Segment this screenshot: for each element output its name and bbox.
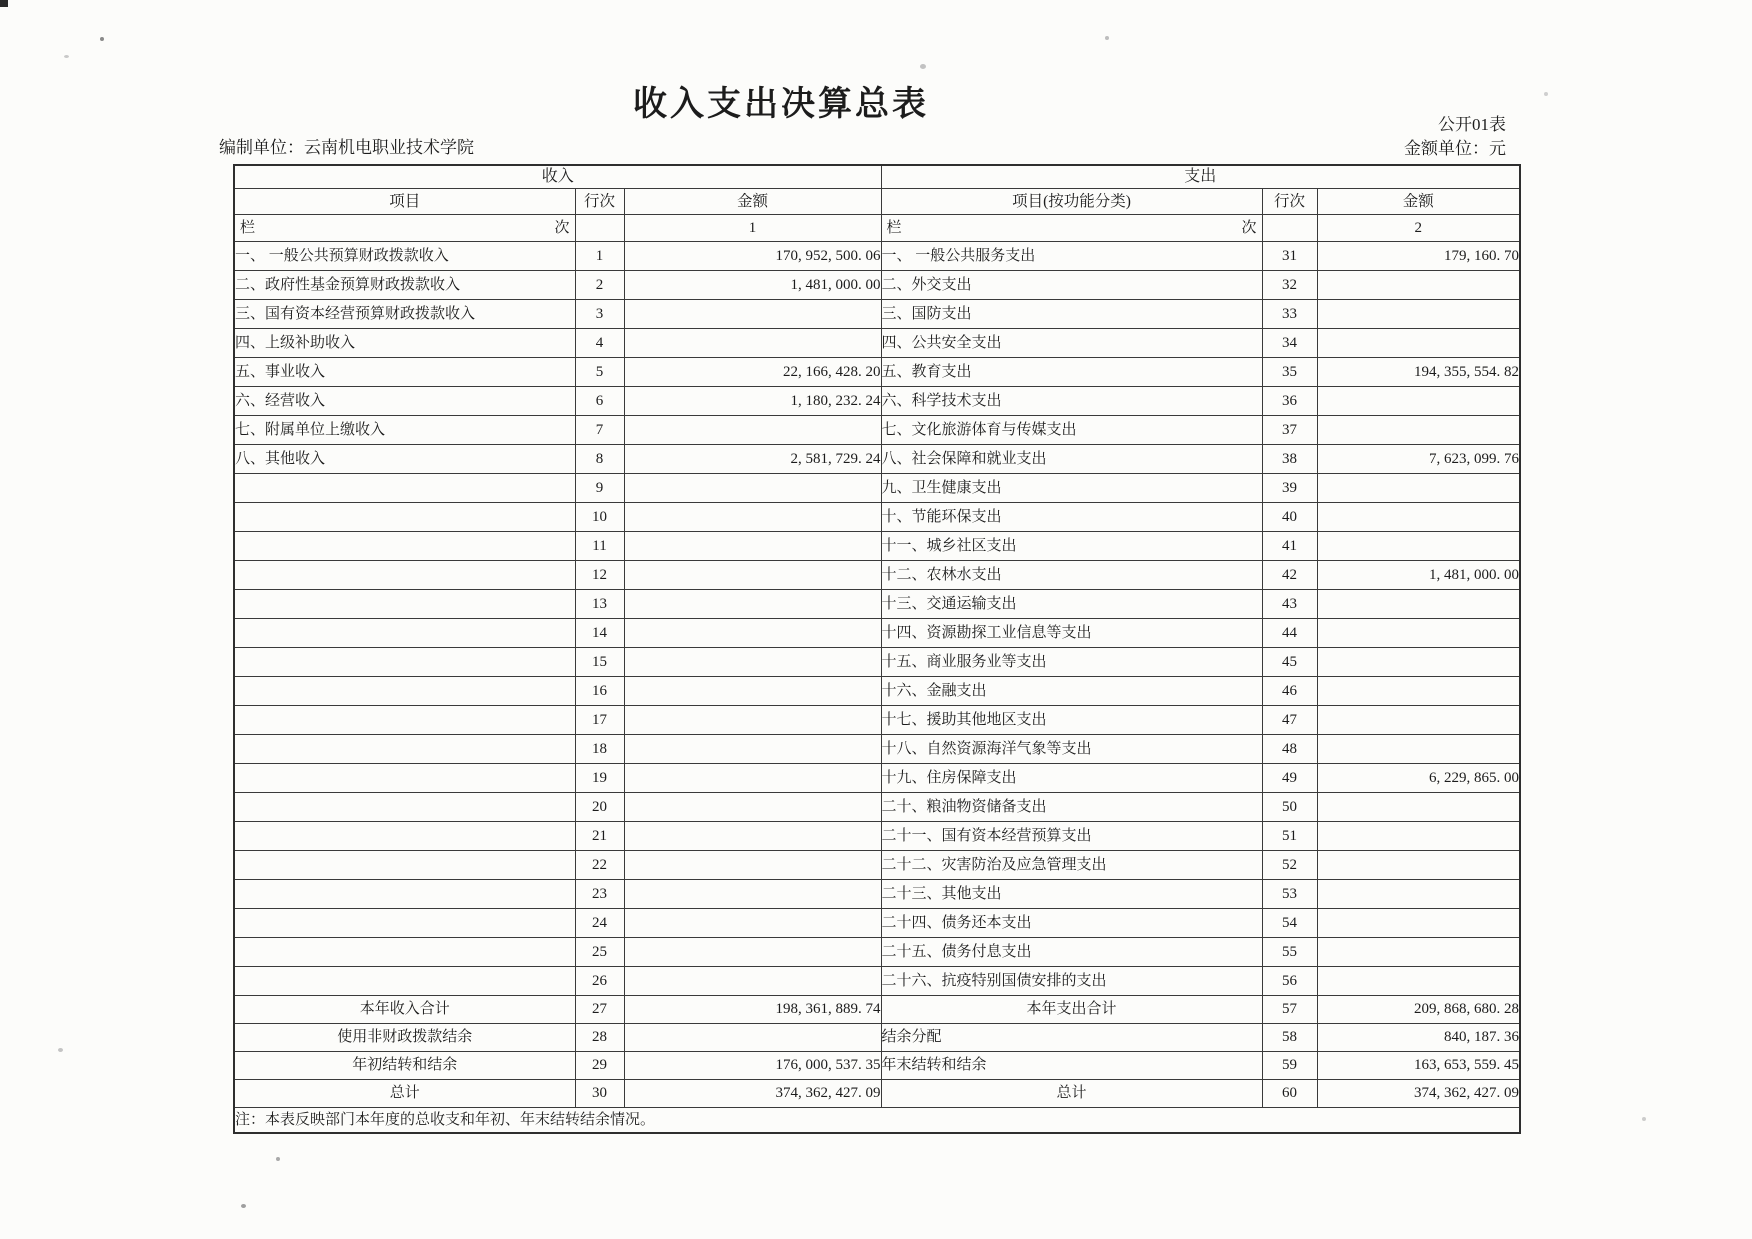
expense-amount-cell <box>1317 271 1520 300</box>
expense-amount-cell <box>1317 387 1520 416</box>
income-amount-cell <box>624 474 881 503</box>
income-item-cell <box>234 938 575 967</box>
expense-line-cell: 55 <box>1262 938 1317 967</box>
expense-item-cell: 二十二、灾害防治及应急管理支出 <box>881 851 1262 880</box>
expense-line-cell: 48 <box>1262 735 1317 764</box>
expense-line-cell: 56 <box>1262 967 1317 996</box>
income-item-cell <box>234 590 575 619</box>
income-item-cell: 二、政府性基金预算财政拨款收入 <box>234 271 575 300</box>
table-row <box>234 822 1520 851</box>
table-row <box>234 967 1520 996</box>
expense-amount-cell <box>1317 503 1520 532</box>
column-index-row <box>234 215 1520 242</box>
table-row <box>234 677 1520 706</box>
income-amount-cell: 22, 166, 428. 20 <box>624 358 881 387</box>
expense-amount-header: 金额 <box>1317 189 1520 215</box>
expense-amount-cell: 7, 623, 099. 76 <box>1317 445 1520 474</box>
income-item-cell <box>234 793 575 822</box>
income-line-cell: 9 <box>575 474 624 503</box>
income-line-cell: 22 <box>575 851 624 880</box>
income-item-cell <box>234 532 575 561</box>
expense-line-cell: 45 <box>1262 648 1317 677</box>
income-amount-cell: 1, 481, 000. 00 <box>624 271 881 300</box>
expense-amount-cell <box>1317 416 1520 445</box>
income-item-cell: 五、事业收入 <box>234 358 575 387</box>
column-header-row <box>234 189 1520 215</box>
table-row <box>234 706 1520 735</box>
scan-speckle <box>0 0 8 7</box>
expense-amount-cell <box>1317 619 1520 648</box>
income-amount-cell <box>624 300 881 329</box>
income-item-cell: 总计 <box>234 1080 575 1108</box>
expense-amount-cell: 1, 481, 000. 00 <box>1317 561 1520 590</box>
income-line-cell: 19 <box>575 764 624 793</box>
income-line-no-header: 行次 <box>575 189 624 215</box>
table-row <box>234 851 1520 880</box>
income-item-cell <box>234 677 575 706</box>
table-row <box>234 329 1520 358</box>
income-amount-cell <box>624 329 881 358</box>
table-row <box>234 474 1520 503</box>
income-amount-cell <box>624 1024 881 1052</box>
expense-item-cell: 四、公共安全支出 <box>881 329 1262 358</box>
expense-line-cell: 51 <box>1262 822 1317 851</box>
expense-amount-cell: 209, 868, 680. 28 <box>1317 996 1520 1024</box>
table-row <box>234 416 1520 445</box>
expense-item-cell: 十七、援助其他地区支出 <box>881 706 1262 735</box>
income-amount-cell <box>624 532 881 561</box>
summary-row <box>234 1080 1520 1108</box>
income-line-cell: 6 <box>575 387 624 416</box>
expense-line-cell: 47 <box>1262 706 1317 735</box>
expense-amount-cell <box>1317 300 1520 329</box>
income-amount-cell <box>624 561 881 590</box>
income-line-cell: 5 <box>575 358 624 387</box>
expense-lan-ci-cell <box>881 215 1262 242</box>
income-amount-cell: 374, 362, 427. 09 <box>624 1080 881 1108</box>
expense-item-header: 项目(按功能分类) <box>881 189 1262 215</box>
expense-amount-cell: 840, 187. 36 <box>1317 1024 1520 1052</box>
income-amount-cell <box>624 938 881 967</box>
income-line-index-cell <box>575 215 624 242</box>
table-note: 注：本表反映部门本年度的总收支和年初、年末结转结余情况。 <box>234 1108 1520 1134</box>
income-item-header: 项目 <box>234 189 575 215</box>
table-row <box>234 561 1520 590</box>
table-row <box>234 938 1520 967</box>
expense-amount-cell: 374, 362, 427. 09 <box>1317 1080 1520 1108</box>
expense-item-cell: 二十、粮油物资储备支出 <box>881 793 1262 822</box>
expense-amount-cell <box>1317 590 1520 619</box>
expense-line-cell: 53 <box>1262 880 1317 909</box>
income-col-index: 1 <box>624 215 881 242</box>
income-line-cell: 8 <box>575 445 624 474</box>
income-line-cell: 14 <box>575 619 624 648</box>
income-item-cell <box>234 619 575 648</box>
expense-amount-cell <box>1317 677 1520 706</box>
table-row <box>234 619 1520 648</box>
income-line-cell: 26 <box>575 967 624 996</box>
income-amount-cell <box>624 503 881 532</box>
expense-line-cell: 34 <box>1262 329 1317 358</box>
income-item-cell <box>234 851 575 880</box>
scan-speckle <box>58 1048 63 1052</box>
income-line-cell: 24 <box>575 909 624 938</box>
expense-line-cell: 33 <box>1262 300 1317 329</box>
expense-line-cell: 37 <box>1262 416 1317 445</box>
expense-line-cell: 38 <box>1262 445 1317 474</box>
expense-amount-cell <box>1317 793 1520 822</box>
expense-line-cell: 52 <box>1262 851 1317 880</box>
income-amount-cell <box>624 648 881 677</box>
scan-speckle <box>1544 92 1548 96</box>
expense-line-cell: 57 <box>1262 996 1317 1024</box>
financial-table <box>233 164 1521 1134</box>
table-row <box>234 387 1520 416</box>
income-amount-cell <box>624 677 881 706</box>
note-row <box>234 1108 1520 1134</box>
income-lan-ci-cell <box>234 215 575 242</box>
expense-item-cell: 十、节能环保支出 <box>881 503 1262 532</box>
scan-speckle <box>276 1157 280 1161</box>
income-line-cell: 25 <box>575 938 624 967</box>
table-row <box>234 590 1520 619</box>
scan-speckle <box>241 1204 246 1208</box>
expense-amount-cell <box>1317 880 1520 909</box>
income-item-cell <box>234 880 575 909</box>
income-item-cell: 本年收入合计 <box>234 996 575 1024</box>
income-line-cell: 18 <box>575 735 624 764</box>
table-row <box>234 242 1520 271</box>
expense-amount-cell: 163, 653, 559. 45 <box>1317 1052 1520 1080</box>
prepared-by-label: 编制单位：云南机电职业技术学院 <box>219 138 474 157</box>
income-line-cell: 7 <box>575 416 624 445</box>
table-row <box>234 880 1520 909</box>
income-line-cell: 3 <box>575 300 624 329</box>
scan-speckle <box>1105 36 1109 40</box>
expense-item-cell: 七、文化旅游体育与传媒支出 <box>881 416 1262 445</box>
expense-line-cell: 42 <box>1262 561 1317 590</box>
income-item-cell: 使用非财政拨款结余 <box>234 1024 575 1052</box>
income-item-cell <box>234 909 575 938</box>
table-row <box>234 503 1520 532</box>
income-line-cell: 27 <box>575 996 624 1024</box>
page-title: 收入支出决算总表 <box>633 85 929 123</box>
expense-line-cell: 60 <box>1262 1080 1317 1108</box>
expense-line-cell: 39 <box>1262 474 1317 503</box>
expense-line-cell: 36 <box>1262 387 1317 416</box>
income-amount-cell <box>624 880 881 909</box>
summary-row <box>234 996 1520 1024</box>
income-amount-cell: 198, 361, 889. 74 <box>624 996 881 1024</box>
scan-speckle <box>1642 1117 1646 1121</box>
amount-unit-label: 金额单位：元 <box>1404 139 1506 158</box>
income-line-cell: 12 <box>575 561 624 590</box>
scan-speckle <box>100 37 104 41</box>
table-row <box>234 271 1520 300</box>
income-line-cell: 20 <box>575 793 624 822</box>
income-line-cell: 30 <box>575 1080 624 1108</box>
expense-amount-cell <box>1317 909 1520 938</box>
table-row <box>234 735 1520 764</box>
income-amount-cell: 2, 581, 729. 24 <box>624 445 881 474</box>
expense-item-cell: 十六、金融支出 <box>881 677 1262 706</box>
expense-amount-cell: 179, 160. 70 <box>1317 242 1520 271</box>
expense-item-cell: 二十一、国有资本经营预算支出 <box>881 822 1262 851</box>
table-row <box>234 445 1520 474</box>
income-item-cell <box>234 474 575 503</box>
table-row <box>234 793 1520 822</box>
income-amount-cell <box>624 967 881 996</box>
expense-line-no-header: 行次 <box>1262 189 1317 215</box>
table-row <box>234 909 1520 938</box>
income-item-cell <box>234 764 575 793</box>
lan-label: 栏 <box>886 219 902 236</box>
expense-item-cell: 本年支出合计 <box>881 996 1262 1024</box>
table-row <box>234 532 1520 561</box>
income-line-cell: 28 <box>575 1024 624 1052</box>
expense-amount-cell <box>1317 822 1520 851</box>
income-amount-cell <box>624 416 881 445</box>
expense-item-cell: 二十三、其他支出 <box>881 880 1262 909</box>
scan-speckle <box>64 55 69 58</box>
income-item-cell <box>234 735 575 764</box>
expense-item-cell: 十八、自然资源海洋气象等支出 <box>881 735 1262 764</box>
income-line-cell: 16 <box>575 677 624 706</box>
income-line-cell: 29 <box>575 1052 624 1080</box>
expense-item-cell: 十二、农林水支出 <box>881 561 1262 590</box>
expense-line-index-cell <box>1262 215 1317 242</box>
income-amount-cell <box>624 590 881 619</box>
income-amount-header: 金额 <box>624 189 881 215</box>
income-line-cell: 11 <box>575 532 624 561</box>
expense-line-cell: 44 <box>1262 619 1317 648</box>
expense-line-cell: 31 <box>1262 242 1317 271</box>
income-item-cell: 三、国有资本经营预算财政拨款收入 <box>234 300 575 329</box>
expense-item-cell: 十四、资源勘探工业信息等支出 <box>881 619 1262 648</box>
income-amount-cell <box>624 764 881 793</box>
expense-line-cell: 49 <box>1262 764 1317 793</box>
table-row <box>234 764 1520 793</box>
income-line-cell: 13 <box>575 590 624 619</box>
income-item-cell: 一、 一般公共预算财政拨款收入 <box>234 242 575 271</box>
expense-item-cell: 八、社会保障和就业支出 <box>881 445 1262 474</box>
section-header-row <box>234 165 1520 189</box>
expense-amount-cell: 6, 229, 865. 00 <box>1317 764 1520 793</box>
expense-item-cell: 十三、交通运输支出 <box>881 590 1262 619</box>
expense-line-cell: 43 <box>1262 590 1317 619</box>
table-row <box>234 648 1520 677</box>
expense-item-cell: 二十五、债务付息支出 <box>881 938 1262 967</box>
income-amount-cell <box>624 619 881 648</box>
income-amount-cell: 1, 180, 232. 24 <box>624 387 881 416</box>
form-code-label: 公开01表 <box>1438 115 1506 134</box>
income-item-cell <box>234 706 575 735</box>
income-item-cell: 八、其他收入 <box>234 445 575 474</box>
expense-amount-cell <box>1317 474 1520 503</box>
expense-line-cell: 50 <box>1262 793 1317 822</box>
expense-amount-cell <box>1317 735 1520 764</box>
expense-amount-cell: 194, 355, 554. 82 <box>1317 358 1520 387</box>
expense-item-cell: 五、教育支出 <box>881 358 1262 387</box>
expense-item-cell: 一、 一般公共服务支出 <box>881 242 1262 271</box>
income-line-cell: 15 <box>575 648 624 677</box>
income-item-cell <box>234 967 575 996</box>
income-item-cell <box>234 822 575 851</box>
expense-line-cell: 59 <box>1262 1052 1317 1080</box>
expense-col-index: 2 <box>1317 215 1520 242</box>
expense-item-cell: 六、科学技术支出 <box>881 387 1262 416</box>
scan-speckle <box>920 64 926 69</box>
expense-line-cell: 40 <box>1262 503 1317 532</box>
expense-line-cell: 58 <box>1262 1024 1317 1052</box>
income-amount-cell <box>624 735 881 764</box>
income-item-cell: 四、上级补助收入 <box>234 329 575 358</box>
expense-line-cell: 54 <box>1262 909 1317 938</box>
ci-label: 次 <box>1241 219 1257 236</box>
expense-item-cell: 年末结转和结余 <box>881 1052 1262 1080</box>
income-item-cell: 六、经营收入 <box>234 387 575 416</box>
expense-line-cell: 41 <box>1262 532 1317 561</box>
expense-amount-cell <box>1317 851 1520 880</box>
income-item-cell <box>234 503 575 532</box>
expense-item-cell: 九、卫生健康支出 <box>881 474 1262 503</box>
income-line-cell: 17 <box>575 706 624 735</box>
income-line-cell: 2 <box>575 271 624 300</box>
expense-amount-cell <box>1317 532 1520 561</box>
expense-amount-cell <box>1317 967 1520 996</box>
income-line-cell: 10 <box>575 503 624 532</box>
ci-label: 次 <box>554 219 570 236</box>
income-amount-cell <box>624 822 881 851</box>
income-item-cell: 七、附属单位上缴收入 <box>234 416 575 445</box>
expense-item-cell: 二、外交支出 <box>881 271 1262 300</box>
income-line-cell: 1 <box>575 242 624 271</box>
expense-item-cell: 结余分配 <box>881 1024 1262 1052</box>
income-section-header: 收入 <box>234 165 881 189</box>
income-item-cell: 年初结转和结余 <box>234 1052 575 1080</box>
income-line-cell: 21 <box>575 822 624 851</box>
expense-amount-cell <box>1317 938 1520 967</box>
lan-label: 栏 <box>240 219 256 236</box>
expense-line-cell: 32 <box>1262 271 1317 300</box>
expense-amount-cell <box>1317 706 1520 735</box>
expense-item-cell: 二十四、债务还本支出 <box>881 909 1262 938</box>
table-row <box>234 358 1520 387</box>
income-item-cell <box>234 648 575 677</box>
income-amount-cell <box>624 909 881 938</box>
summary-row <box>234 1052 1520 1080</box>
income-amount-cell <box>624 793 881 822</box>
expense-line-cell: 46 <box>1262 677 1317 706</box>
expense-line-cell: 35 <box>1262 358 1317 387</box>
expense-item-cell: 总计 <box>881 1080 1262 1108</box>
expense-item-cell: 三、国防支出 <box>881 300 1262 329</box>
expense-amount-cell <box>1317 329 1520 358</box>
summary-row <box>234 1024 1520 1052</box>
expense-item-cell: 十五、商业服务业等支出 <box>881 648 1262 677</box>
expense-item-cell: 十一、城乡社区支出 <box>881 532 1262 561</box>
income-amount-cell: 176, 000, 537. 35 <box>624 1052 881 1080</box>
income-item-cell <box>234 561 575 590</box>
expense-section-header: 支出 <box>881 165 1520 189</box>
table-row <box>234 300 1520 329</box>
expense-item-cell: 二十六、抗疫特别国债安排的支出 <box>881 967 1262 996</box>
income-amount-cell <box>624 706 881 735</box>
income-line-cell: 23 <box>575 880 624 909</box>
expense-item-cell: 十九、住房保障支出 <box>881 764 1262 793</box>
income-line-cell: 4 <box>575 329 624 358</box>
expense-amount-cell <box>1317 648 1520 677</box>
income-amount-cell <box>624 851 881 880</box>
income-amount-cell: 170, 952, 500. 06 <box>624 242 881 271</box>
